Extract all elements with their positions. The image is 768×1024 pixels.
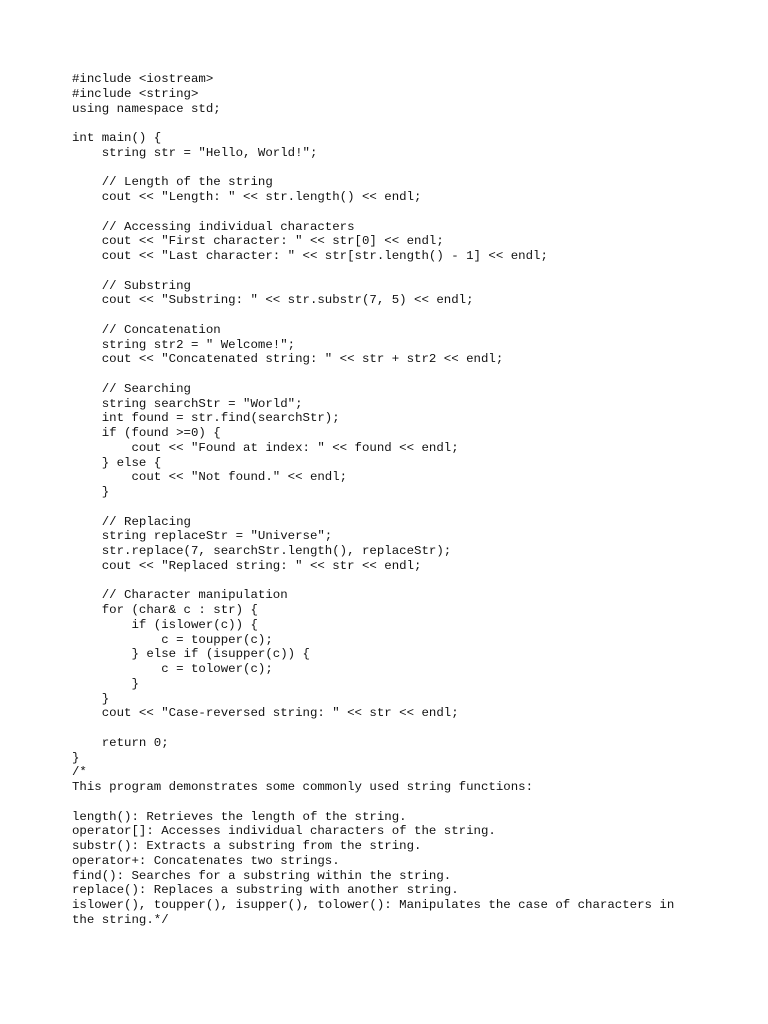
code-line: string searchStr = "World"; [72, 396, 303, 411]
code-line: cout << "Length: " << str.length() << endl; [72, 190, 422, 204]
code-line [72, 721, 712, 736]
code-line: substr(): Extracts a substring from the string. [72, 839, 422, 853]
code-line: // Searching [72, 381, 191, 396]
code-line: cout << "Substring: " << str.substr(7, 5) << endl; [72, 293, 474, 308]
code-line: } else if (isupper(c)) { [72, 647, 310, 662]
code-line: cout << "Replaced string: " << str << endl; [72, 558, 422, 573]
code-block [72, 72, 712, 928]
code-line: // Length of the string [72, 175, 273, 190]
code-line: string str = "Hello, World!"; [72, 145, 318, 160]
code-line: length(): Retrieves the length of the string. [72, 809, 407, 824]
code-line: cout << "Concatenated string: " << str + str2 << endl; [72, 352, 504, 367]
code-line: This program demonstrates some commonly used string functions: [72, 780, 534, 794]
code-line: #include <string> [72, 86, 199, 101]
code-line: if (found >=0) { [72, 426, 221, 440]
code-line [72, 367, 712, 382]
code-line [72, 795, 712, 810]
code-line: cout << "First character: " << str[0] << endl; [72, 234, 444, 249]
code-line: int found = str.find(searchStr); [72, 411, 340, 426]
code-line: str.replace(7, searchStr.length(), replaceStr); [72, 544, 452, 558]
code-line: // Substring [72, 278, 191, 293]
code-line: } [72, 485, 110, 499]
code-line: find(): Searches for a substring within the string. [72, 868, 452, 883]
code-line: operator[]: Accesses individual characters of the string. [72, 824, 496, 839]
code-line: using namespace std; [72, 101, 221, 116]
code-line: cout << "Found at index: " << found << endl; [72, 440, 459, 455]
code-line: for (char& c : str) { [72, 603, 258, 617]
code-line: // Accessing individual characters [72, 219, 355, 234]
code-line [72, 161, 712, 176]
code-line: // Replacing [72, 514, 191, 529]
code-line: operator+: Concatenates two strings. [72, 853, 340, 868]
code-line: return 0; [72, 735, 169, 750]
code-line: cout << "Not found." << endl; [72, 470, 348, 485]
code-line: string str2 = " Welcome!"; [72, 337, 296, 352]
code-line [72, 264, 712, 279]
code-line: c = tolower(c); [72, 662, 273, 676]
code-line: c = toupper(c); [72, 632, 273, 647]
code-line: cout << "Last character: " << str[str.length() - 1] << endl; [72, 249, 548, 263]
code-line: #include <iostream> [72, 72, 214, 86]
code-line: int main() { [72, 131, 162, 145]
code-line: the string.*/ [72, 912, 169, 927]
code-line: } [72, 676, 139, 691]
code-line [72, 308, 712, 323]
code-line: // Concatenation [72, 322, 221, 337]
code-line [72, 574, 712, 589]
code-line [72, 205, 712, 220]
code-line: } else { [72, 455, 162, 470]
code-line: if (islower(c)) { [72, 617, 258, 632]
code-line: cout << "Case-reversed string: " << str << endl; [72, 706, 459, 721]
code-line: islower(), toupper(), isupper(), tolower(): Manipulates the case of characters in [72, 898, 675, 912]
code-line: replace(): Replaces a substring with another string. [72, 883, 459, 898]
code-line: } [72, 691, 110, 706]
code-line: // Character manipulation [72, 588, 288, 603]
code-line [72, 116, 712, 131]
code-line: } [72, 750, 80, 765]
code-line [72, 500, 712, 515]
code-line: string replaceStr = "Universe"; [72, 529, 333, 544]
document-page [72, 72, 712, 928]
code-line: /* [72, 765, 87, 780]
